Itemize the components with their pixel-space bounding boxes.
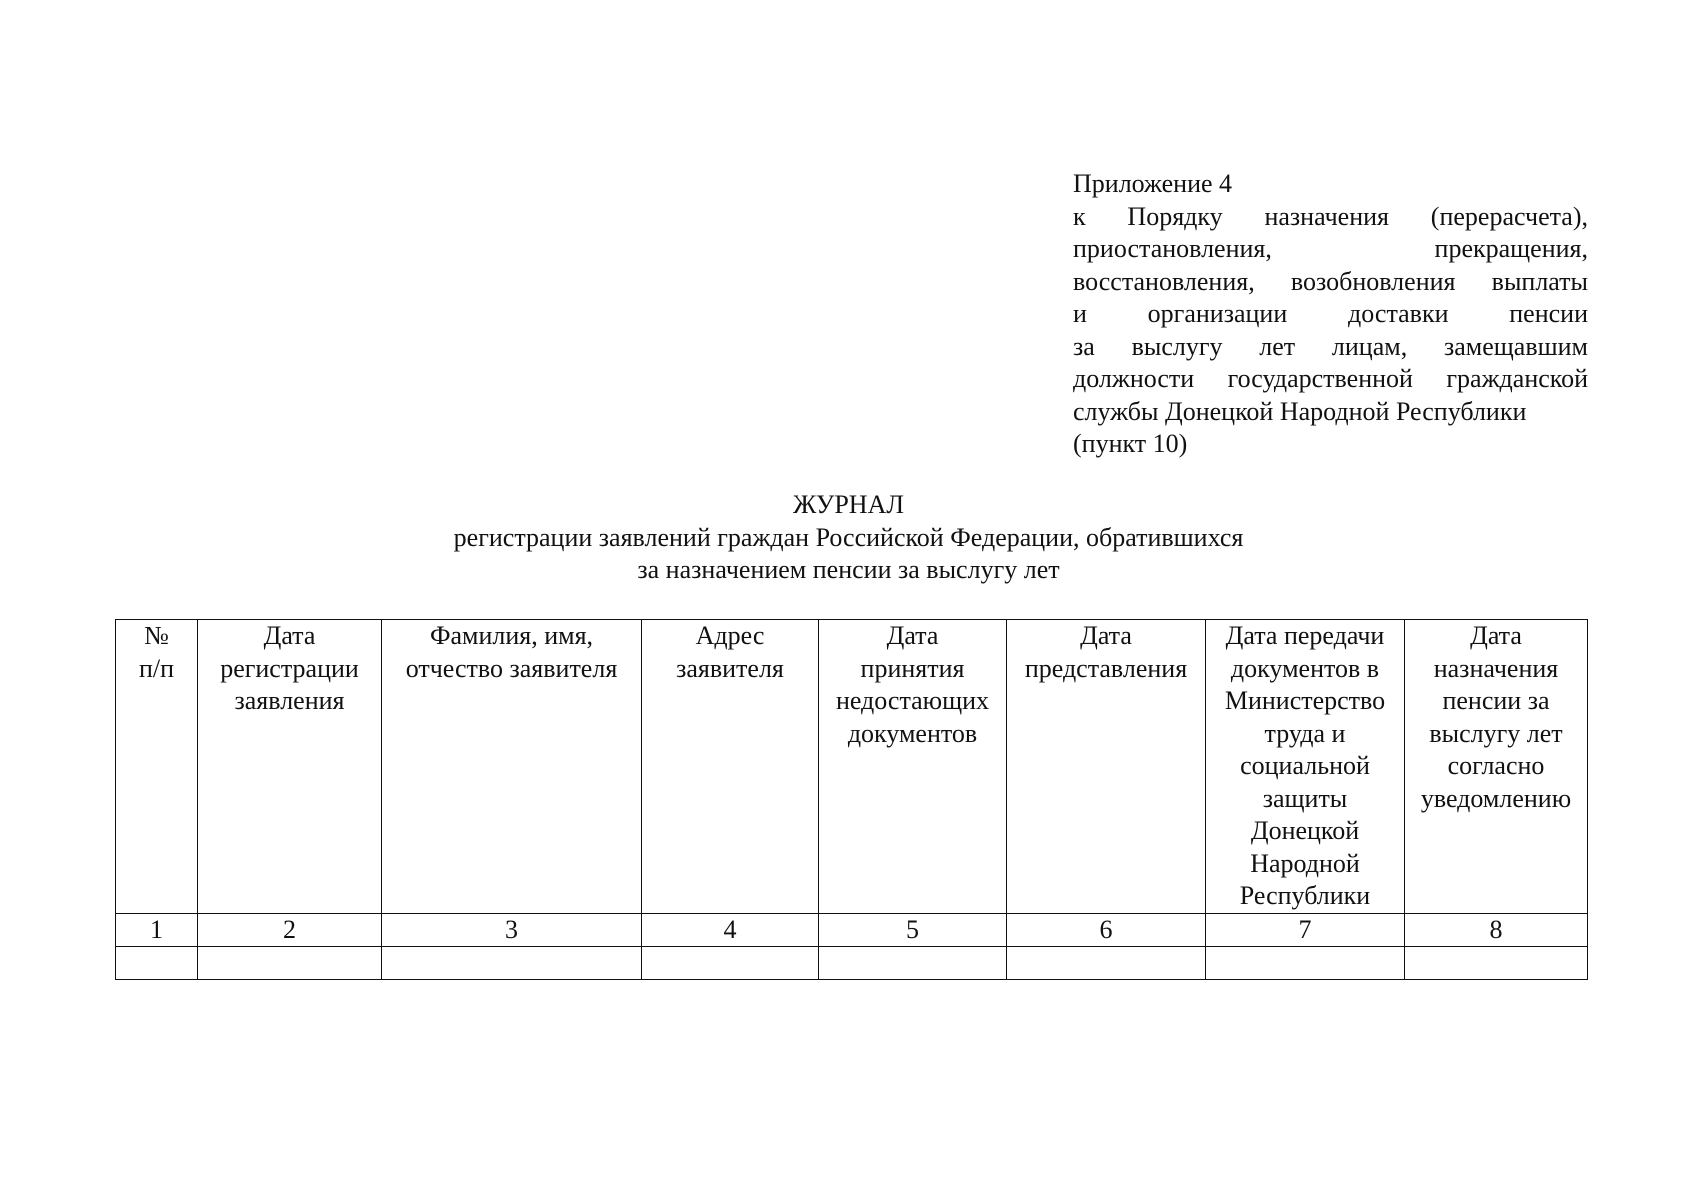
column-header-line: труда и bbox=[1264, 718, 1346, 748]
appendix-line: и организации доставки пенсии bbox=[1073, 299, 1588, 328]
table-cell[interactable] bbox=[198, 946, 382, 979]
column-header-line: Дата bbox=[886, 621, 939, 650]
column-header bbox=[382, 620, 642, 914]
appendix-title: Приложение 4 bbox=[1073, 169, 1233, 198]
column-header bbox=[1007, 620, 1206, 914]
column-header-line: назначения bbox=[1433, 653, 1559, 683]
column-header-line: Народной bbox=[1250, 848, 1360, 878]
appendix-line: за выслугу лет лицам, замещавшим bbox=[1073, 331, 1588, 361]
appendix-line: (пункт 10) bbox=[1073, 429, 1188, 458]
column-header-line: недостающих bbox=[835, 686, 990, 715]
column-header-line: Министерство bbox=[1224, 686, 1386, 715]
column-header-line: социальной bbox=[1240, 751, 1370, 780]
appendix-line: восстановления, возобновления выплаты bbox=[1073, 266, 1588, 296]
journal-table bbox=[115, 619, 1588, 980]
table-number-row bbox=[116, 913, 1588, 946]
document-subtitle: за назначением пенсии за выслугу лет bbox=[637, 555, 1060, 584]
column-header-line: заявления bbox=[234, 686, 345, 715]
column-header-line: согласно bbox=[1447, 751, 1545, 780]
column-header bbox=[116, 620, 198, 914]
column-header-line: Фамилия, имя, bbox=[429, 621, 594, 650]
column-header-line: № bbox=[144, 621, 169, 650]
column-header-line: Дата bbox=[1470, 621, 1522, 650]
column-header-line: документов в bbox=[1230, 653, 1380, 683]
appendix-block bbox=[1073, 168, 1588, 461]
column-header bbox=[819, 620, 1007, 914]
column-header-line: Дата bbox=[1080, 621, 1132, 650]
table-cell[interactable] bbox=[1405, 946, 1588, 979]
column-header-line: пенсии за bbox=[1442, 686, 1550, 715]
document-subtitle: регистрации заявлений граждан Российской Федерации, обратившихся bbox=[453, 522, 1244, 552]
column-header-line: регистрации bbox=[220, 653, 359, 683]
column-header bbox=[198, 620, 382, 914]
table-cell[interactable] bbox=[1007, 946, 1206, 979]
column-header bbox=[1206, 620, 1405, 914]
column-header-line: принятия bbox=[860, 653, 965, 683]
column-header-line: Республики bbox=[1239, 881, 1371, 910]
table-row bbox=[116, 946, 1588, 979]
appendix-line: должности государственной гражданской bbox=[1073, 364, 1588, 393]
appendix-line: приостановления, прекращения, bbox=[1073, 234, 1588, 263]
column-header-line: отчество заявителя bbox=[405, 653, 618, 683]
column-number: 4 bbox=[642, 913, 819, 946]
appendix-line: службы Донецкой Народной Республики bbox=[1073, 396, 1527, 426]
column-header-line: Дата передачи bbox=[1225, 621, 1385, 650]
column-header-line: Дата bbox=[263, 621, 316, 650]
column-header-line: Донецкой bbox=[1250, 816, 1360, 845]
column-number: 5 bbox=[819, 913, 1007, 946]
table-cell[interactable] bbox=[1206, 946, 1405, 979]
table-cell[interactable] bbox=[382, 946, 642, 979]
document-title-block bbox=[0, 489, 1697, 587]
column-header bbox=[1405, 620, 1588, 914]
column-header-line: заявителя bbox=[676, 653, 784, 683]
column-header-line: выслугу лет bbox=[1429, 718, 1563, 748]
column-header bbox=[642, 620, 819, 914]
column-header-line: уведомлению bbox=[1420, 783, 1572, 813]
column-number: 1 bbox=[116, 913, 198, 946]
table-header-row bbox=[116, 620, 1588, 914]
column-header-line: защиты bbox=[1262, 783, 1348, 813]
column-header-line: документов bbox=[847, 718, 978, 748]
column-header-line: Адрес bbox=[695, 621, 765, 650]
column-header-line: представления bbox=[1024, 653, 1188, 683]
table-cell[interactable] bbox=[642, 946, 819, 979]
column-number: 2 bbox=[198, 913, 382, 946]
table-cell[interactable] bbox=[819, 946, 1007, 979]
column-number: 7 bbox=[1206, 913, 1405, 946]
document-heading: ЖУРНАЛ bbox=[793, 490, 904, 519]
column-number: 3 bbox=[382, 913, 642, 946]
column-header-line: п/п bbox=[138, 653, 175, 683]
appendix-line: к Порядку назначения (перерасчета), bbox=[1073, 201, 1588, 231]
column-number: 6 bbox=[1007, 913, 1206, 946]
table-cell[interactable] bbox=[116, 946, 198, 979]
column-number: 8 bbox=[1405, 913, 1588, 946]
